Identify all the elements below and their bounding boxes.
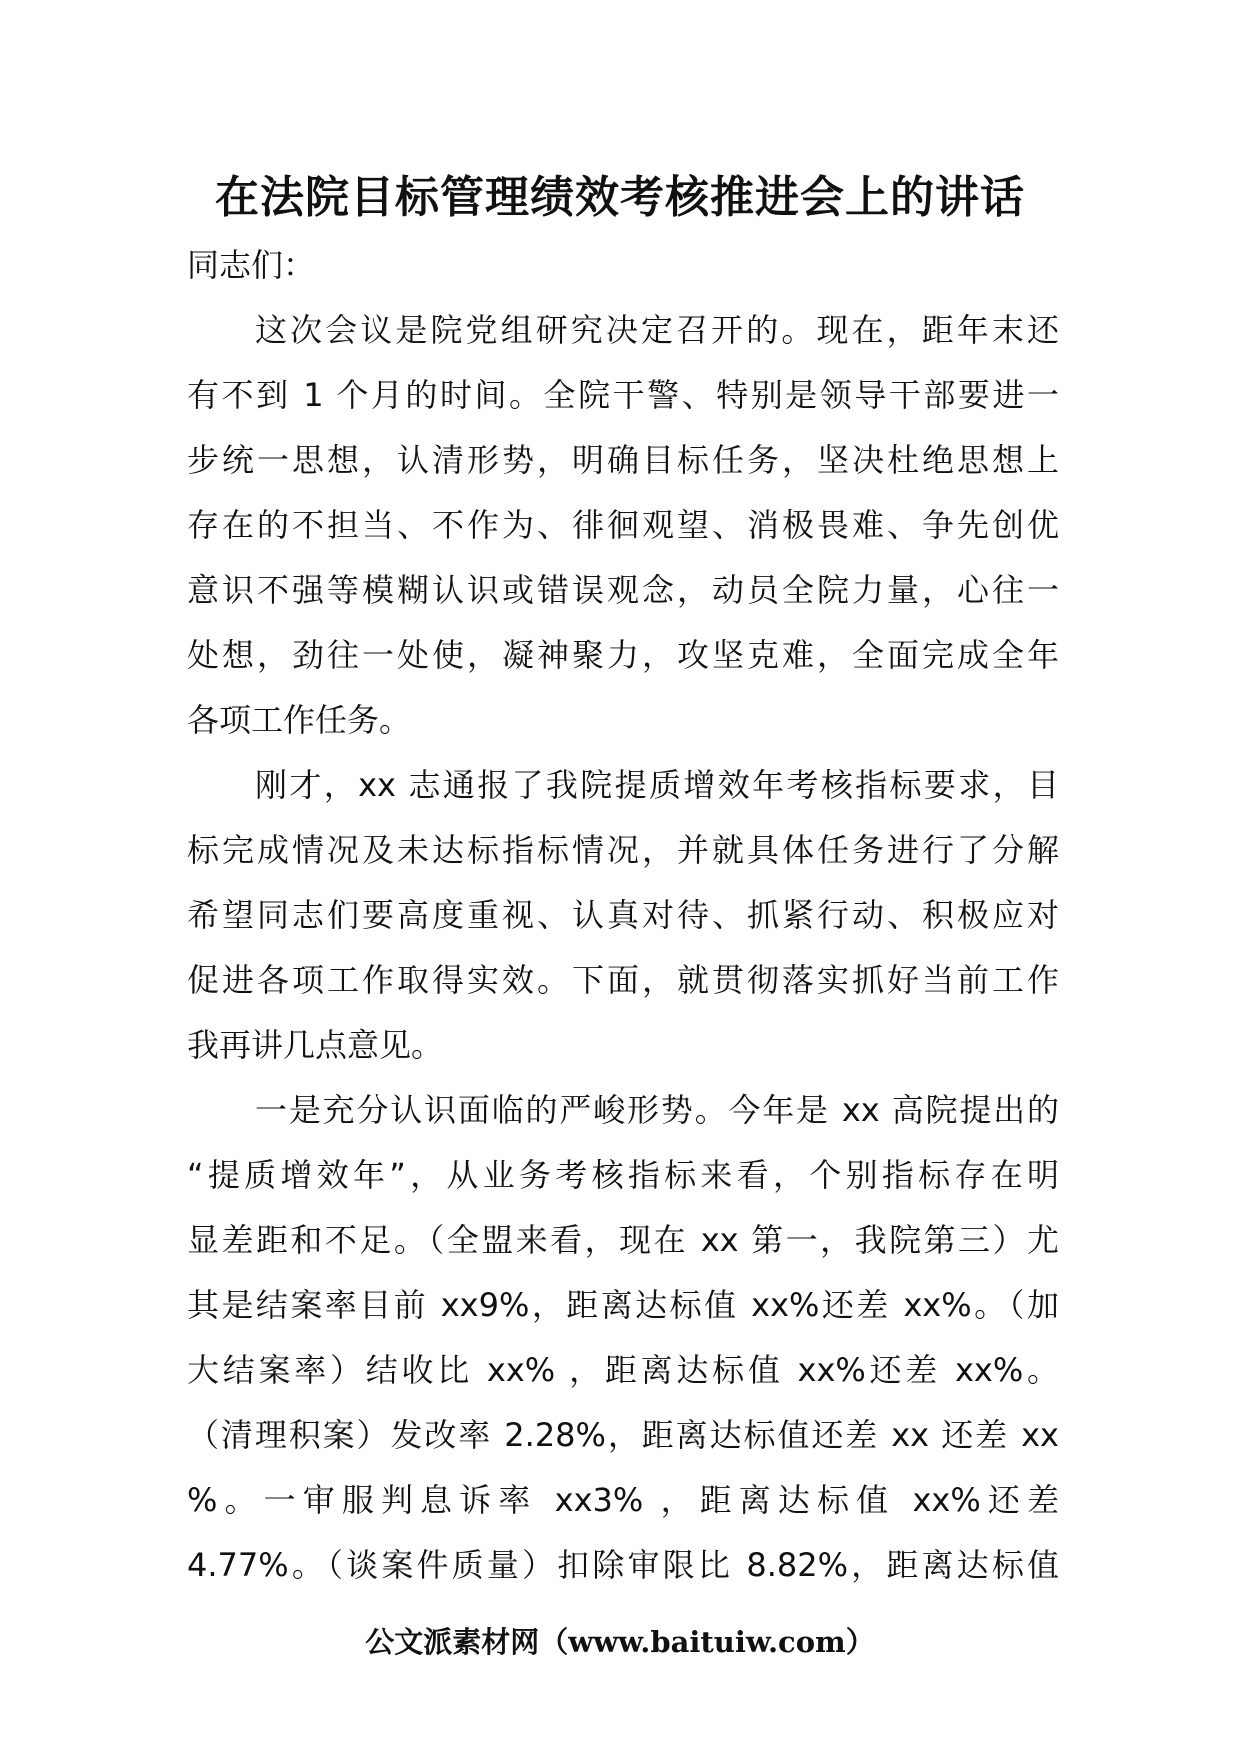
- paragraph-3-line-7: %。一审服判息诉率 xx3% ，距离达标值 xx%还差: [187, 1481, 1059, 1519]
- paragraph-2-line-2: 标完成情况及未达标指标情况，并就具体任务进行了分解: [187, 831, 1059, 869]
- paragraph-1-line-6: 处想，劲往一处使，凝神聚力，攻坚克难，全面完成全年: [187, 636, 1059, 674]
- paragraph-2-line-5: 我再讲几点意见。: [187, 1026, 444, 1064]
- paragraph-1-line-2: 有不到 1 个月的时间。全院干警、特别是领导干部要进一: [187, 376, 1059, 414]
- paragraph-2-line-3: 希望同志们要高度重视、认真对待、抓紧行动、积极应对: [187, 896, 1059, 934]
- paragraph-1-line-3: 步统一思想，认清形势，明确目标任务，坚决杜绝思想上: [187, 441, 1059, 479]
- document-body: [187, 233, 1059, 1598]
- salutation-line: 同志们：: [187, 246, 316, 284]
- paragraph-2-line-1: 刚才，xx 志通报了我院提质增效年考核指标要求，目: [255, 766, 1059, 804]
- paragraph-1-line-7: 各项工作任务。: [187, 701, 412, 739]
- paragraph-1-line-1: 这次会议是院党组研究决定召开的。现在，距年末还: [255, 311, 1059, 349]
- source-watermark: 公文派素材网（www.baituiw.com）: [365, 1625, 875, 1659]
- paragraph-3-line-2: “提质增效年”，从业务考核指标来看，个别指标存在明: [187, 1156, 1059, 1194]
- paragraph-3-line-4: 其是结案率目前 xx9%，距离达标值 xx%还差 xx%。（加: [187, 1286, 1059, 1324]
- document-title: 在法院目标管理绩效考核推进会上的讲话: [215, 172, 1025, 223]
- paragraph-3-line-5: 大结案率）结收比 xx% ，距离达标值 xx%还差 xx%。: [187, 1351, 1059, 1389]
- paragraph-3-line-1: 一是充分认识面临的严峻形势。今年是 xx 高院提出的: [255, 1091, 1059, 1129]
- paragraph-1-line-5: 意识不强等模糊认识或错误观念，动员全院力量，心往一: [187, 571, 1059, 609]
- paragraph-1-line-4: 存在的不担当、不作为、徘徊观望、消极畏难、争先创优: [187, 506, 1059, 544]
- paragraph-2-line-4: 促进各项工作取得实效。下面，就贯彻落实抓好当前工作: [187, 961, 1059, 999]
- paragraph-3-line-6: （清理积案）发改率 2.28%，距离达标值还差 xx 还差 xx: [187, 1416, 1059, 1454]
- paragraph-3-line-8: 4.77%。（谈案件质量）扣除审限比 8.82%，距离达标值: [187, 1546, 1059, 1584]
- paragraph-3-line-3: 显差距和不足。（全盟来看，现在 xx 第一，我院第三）尤: [187, 1221, 1059, 1259]
